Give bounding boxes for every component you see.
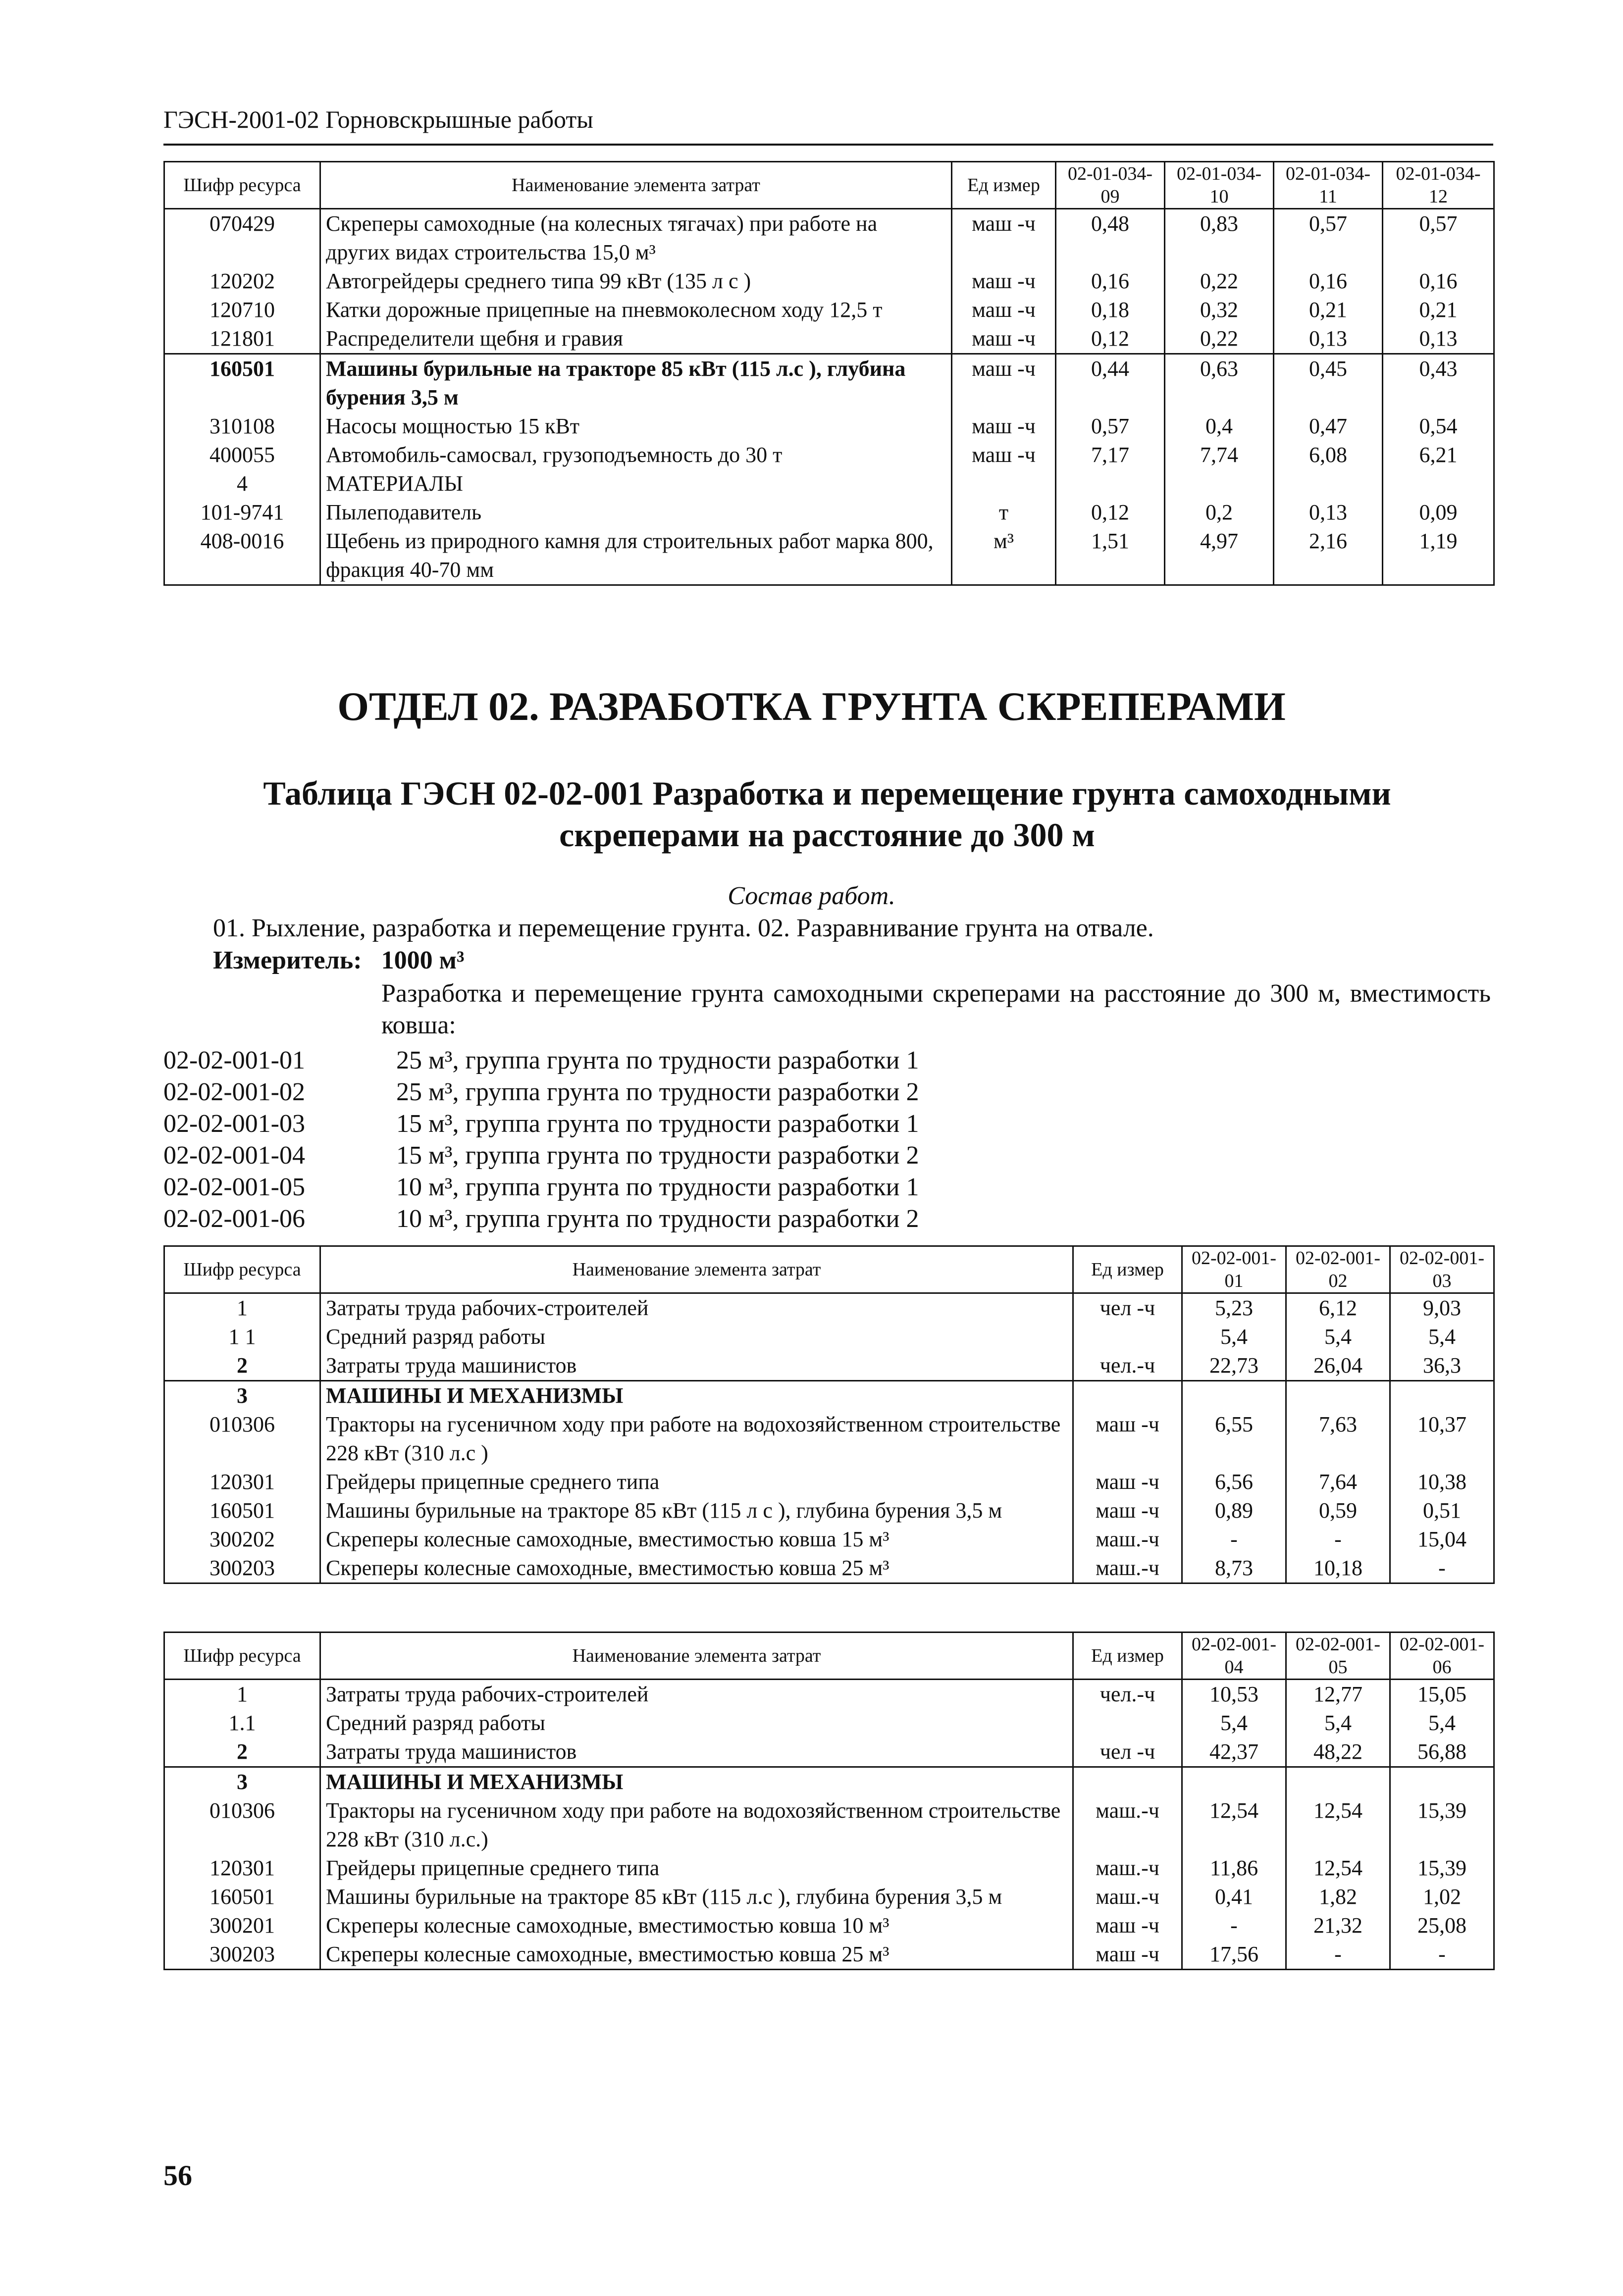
col-code-header: Шифр ресурса bbox=[164, 1246, 320, 1293]
resource-name-cell: Скреперы колесные самоходные, вместимостью ковша 25 м³ bbox=[320, 1554, 1073, 1583]
meter-line bbox=[213, 946, 465, 975]
col-norm-header: 02-01-034-11 bbox=[1274, 162, 1383, 209]
section-title: ОТДЕЛ 02. РАЗРАБОТКА ГРУНТА СКРЕПЕРАМИ bbox=[337, 684, 1286, 729]
value-cell: 4,97 bbox=[1165, 527, 1274, 585]
value-cell: - bbox=[1182, 1911, 1286, 1940]
resource-name-cell: Скреперы самоходные (на колесных тягачах) при работе на других видах строительства 15,0 м³ bbox=[320, 209, 952, 267]
works-text: 01. Рыхление, разработка и перемещение грунта. 02. Разравнивание грунта на отвале. bbox=[213, 914, 1154, 942]
resource-code-cell: 121801 bbox=[164, 324, 320, 354]
value-cell: - bbox=[1286, 1525, 1390, 1554]
unit-cell: чел -ч bbox=[1073, 1293, 1182, 1323]
value-cell: 12,54 bbox=[1286, 1854, 1390, 1883]
resource-name-cell: МАШИНЫ И МЕХАНИЗМЫ bbox=[320, 1381, 1073, 1411]
unit-cell: маш -ч bbox=[952, 324, 1056, 354]
resource-name-cell: Автомобиль-самосвал, грузоподъемность до 30 т bbox=[320, 441, 952, 469]
unit-cell: маш -ч bbox=[1073, 1496, 1182, 1525]
meter-label: Измеритель: bbox=[213, 946, 362, 974]
resource-name-cell: Распределители щебня и гравия bbox=[320, 324, 952, 354]
resource-code-cell: 310108 bbox=[164, 412, 320, 441]
value-cell: 5,4 bbox=[1182, 1323, 1286, 1351]
table-row bbox=[164, 209, 1494, 267]
value-cell: 6,12 bbox=[1286, 1293, 1390, 1323]
col-name-header: Наименование элемента затрат bbox=[320, 1633, 1073, 1680]
unit-cell: чел.-ч bbox=[1073, 1680, 1182, 1709]
resource-code-cell: 1.1 bbox=[164, 1709, 320, 1737]
value-cell: 0,57 bbox=[1056, 412, 1165, 441]
table-row bbox=[164, 1680, 1494, 1709]
value-cell: 0,22 bbox=[1165, 324, 1274, 354]
resource-code-cell: 010306 bbox=[164, 1410, 320, 1468]
resource-code-cell: 120202 bbox=[164, 267, 320, 296]
resource-name-cell: Машины бурильные на тракторе 85 кВт (115 л.с ), глубина бурения 3,5 м bbox=[320, 1883, 1073, 1911]
value-cell bbox=[1182, 1381, 1286, 1411]
col-norm-header: 02-02-001-01 bbox=[1182, 1246, 1286, 1293]
unit-cell: чел -ч bbox=[1073, 1737, 1182, 1767]
value-cell: 5,4 bbox=[1390, 1709, 1494, 1737]
value-cell: 10,37 bbox=[1390, 1410, 1494, 1468]
value-cell: 2,16 bbox=[1274, 527, 1383, 585]
resource-code-cell: 1 bbox=[164, 1680, 320, 1709]
value-cell: 5,4 bbox=[1390, 1323, 1494, 1351]
resource-name-cell: Скреперы колесные самоходные, вместимостью ковша 15 м³ bbox=[320, 1525, 1073, 1554]
value-cell bbox=[1182, 1767, 1286, 1797]
table-row bbox=[164, 267, 1494, 296]
value-cell: 10,53 bbox=[1182, 1680, 1286, 1709]
value-cell: 0,12 bbox=[1056, 498, 1165, 527]
table-row bbox=[164, 1767, 1494, 1797]
table-row bbox=[164, 1293, 1494, 1323]
value-cell: 0,13 bbox=[1274, 498, 1383, 527]
resource-code-cell: 120301 bbox=[164, 1468, 320, 1496]
value-cell: 15,39 bbox=[1390, 1854, 1494, 1883]
table-row bbox=[164, 1468, 1494, 1496]
table-row bbox=[164, 1525, 1494, 1554]
value-cell: 10,38 bbox=[1390, 1468, 1494, 1496]
table-row bbox=[164, 527, 1494, 585]
unit-cell: маш -ч bbox=[1073, 1410, 1182, 1468]
value-cell: 9,03 bbox=[1390, 1293, 1494, 1323]
value-cell: 5,4 bbox=[1286, 1323, 1390, 1351]
value-cell: 5,4 bbox=[1182, 1709, 1286, 1737]
value-cell bbox=[1056, 469, 1165, 498]
value-cell: 0,09 bbox=[1383, 498, 1494, 527]
unit-cell bbox=[1073, 1767, 1182, 1797]
resource-name-cell: Затраты труда машинистов bbox=[320, 1351, 1073, 1381]
value-cell: 11,86 bbox=[1182, 1854, 1286, 1883]
table-row bbox=[164, 354, 1494, 412]
value-cell: 0,57 bbox=[1383, 209, 1494, 267]
value-cell: 0,83 bbox=[1165, 209, 1274, 267]
resource-code-cell: 3 bbox=[164, 1381, 320, 1411]
table-row bbox=[164, 1554, 1494, 1583]
value-cell: 7,74 bbox=[1165, 441, 1274, 469]
value-cell: 5,23 bbox=[1182, 1293, 1286, 1323]
resource-name-cell: Катки дорожные прицепные на пневмоколесном ходу 12,5 т bbox=[320, 296, 952, 324]
resource-name-cell: МАТЕРИАЛЫ bbox=[320, 469, 952, 498]
value-cell: 6,08 bbox=[1274, 441, 1383, 469]
value-cell: 0,48 bbox=[1056, 209, 1165, 267]
variant-text: 10 м³, группа грунта по трудности разработки 2 bbox=[396, 1205, 919, 1233]
unit-cell: маш -ч bbox=[952, 209, 1056, 267]
col-code-header: Шифр ресурса bbox=[164, 1633, 320, 1680]
works-caption: Состав работ. bbox=[728, 882, 895, 910]
unit-cell: маш -ч bbox=[1073, 1940, 1182, 1970]
value-cell: - bbox=[1286, 1940, 1390, 1970]
value-cell: 0,4 bbox=[1165, 412, 1274, 441]
value-cell: 0,16 bbox=[1056, 267, 1165, 296]
value-cell: 17,56 bbox=[1182, 1940, 1286, 1970]
variant-item bbox=[163, 1203, 919, 1235]
value-cell bbox=[1286, 1381, 1390, 1411]
value-cell: 56,88 bbox=[1390, 1737, 1494, 1767]
value-cell: 42,37 bbox=[1182, 1737, 1286, 1767]
value-cell: 0,89 bbox=[1182, 1496, 1286, 1525]
variant-code: 02-02-001-03 bbox=[163, 1110, 305, 1138]
value-cell: 7,63 bbox=[1286, 1410, 1390, 1468]
resource-code-cell: 400055 bbox=[164, 441, 320, 469]
value-cell: 1,02 bbox=[1390, 1883, 1494, 1911]
value-cell: 7,64 bbox=[1286, 1468, 1390, 1496]
resource-name-cell: Средний разряд работы bbox=[320, 1323, 1073, 1351]
unit-cell bbox=[1073, 1709, 1182, 1737]
value-cell: 15,04 bbox=[1390, 1525, 1494, 1554]
value-cell: 0,51 bbox=[1390, 1496, 1494, 1525]
table-row bbox=[164, 441, 1494, 469]
value-cell bbox=[1274, 469, 1383, 498]
running-header: ГЭСН-2001-02 Горновскрышные работы bbox=[163, 105, 593, 133]
resource-name-cell: Средний разряд работы bbox=[320, 1709, 1073, 1737]
value-cell: 48,22 bbox=[1286, 1737, 1390, 1767]
unit-cell: маш.-ч bbox=[1073, 1554, 1182, 1583]
meter-value: 1000 м³ bbox=[381, 946, 465, 974]
resource-code-cell: 300202 bbox=[164, 1525, 320, 1554]
value-cell bbox=[1165, 469, 1274, 498]
value-cell: 0,41 bbox=[1182, 1883, 1286, 1911]
col-name-header: Наименование элемента затрат bbox=[320, 162, 952, 209]
resource-code-cell: 300203 bbox=[164, 1554, 320, 1583]
unit-cell bbox=[1073, 1323, 1182, 1351]
value-cell: 12,77 bbox=[1286, 1680, 1390, 1709]
value-cell: 8,73 bbox=[1182, 1554, 1286, 1583]
variant-text: 10 м³, группа грунта по трудности разработки 1 bbox=[396, 1173, 919, 1201]
value-cell: 0,22 bbox=[1165, 267, 1274, 296]
col-norm-header: 02-02-001-03 bbox=[1390, 1246, 1494, 1293]
resource-code-cell: 2 bbox=[164, 1351, 320, 1381]
resource-name-cell: МАШИНЫ И МЕХАНИЗМЫ bbox=[320, 1767, 1073, 1797]
value-cell: - bbox=[1390, 1554, 1494, 1583]
value-cell: 12,54 bbox=[1182, 1796, 1286, 1854]
unit-cell: маш -ч bbox=[952, 441, 1056, 469]
table-row bbox=[164, 469, 1494, 498]
table-row bbox=[164, 1381, 1494, 1411]
resource-name-cell: Автогрейдеры среднего типа 99 кВт (135 л с ) bbox=[320, 267, 952, 296]
unit-cell: т bbox=[952, 498, 1056, 527]
resource-name-cell: Тракторы на гусеничном ходу при работе на водохозяйственном строительстве 228 кВт (310 л.с.) bbox=[320, 1796, 1073, 1854]
table-row bbox=[164, 1496, 1494, 1525]
page-number: 56 bbox=[163, 2159, 192, 2192]
resource-code-cell: 4 bbox=[164, 469, 320, 498]
resource-code-cell: 010306 bbox=[164, 1796, 320, 1854]
col-norm-header: 02-01-034-12 bbox=[1383, 162, 1494, 209]
value-cell: 1,19 bbox=[1383, 527, 1494, 585]
value-cell: 36,3 bbox=[1390, 1351, 1494, 1381]
table-row bbox=[164, 296, 1494, 324]
col-norm-header: 02-01-034-09 bbox=[1056, 162, 1165, 209]
value-cell: 0,32 bbox=[1165, 296, 1274, 324]
resource-name-cell: Скреперы колесные самоходные, вместимостью ковша 25 м³ bbox=[320, 1940, 1073, 1970]
table-row bbox=[164, 498, 1494, 527]
value-cell: 7,17 bbox=[1056, 441, 1165, 469]
col-norm-header: 02-02-001-06 bbox=[1390, 1633, 1494, 1680]
variants-list bbox=[163, 1045, 919, 1235]
table-row bbox=[164, 1883, 1494, 1911]
resource-name-cell: Машины бурильные на тракторе 85 кВт (115 л с ), глубина бурения 3,5 м bbox=[320, 1496, 1073, 1525]
resource-code-cell: 3 bbox=[164, 1767, 320, 1797]
value-cell: 5,4 bbox=[1286, 1709, 1390, 1737]
resource-name-cell: Затраты труда рабочих-строителей bbox=[320, 1680, 1073, 1709]
variant-code: 02-02-001-06 bbox=[163, 1205, 305, 1233]
unit-cell bbox=[952, 469, 1056, 498]
value-cell: 0,16 bbox=[1274, 267, 1383, 296]
resource-name-cell: Затраты труда рабочих-строителей bbox=[320, 1293, 1073, 1323]
table-row bbox=[164, 1410, 1494, 1468]
resource-name-cell: Грейдеры прицепные среднего типа bbox=[320, 1468, 1073, 1496]
variant-item bbox=[163, 1108, 919, 1140]
resource-code-cell: 1 1 bbox=[164, 1323, 320, 1351]
col-norm-header: 02-02-001-05 bbox=[1286, 1633, 1390, 1680]
unit-cell: маш.-ч bbox=[1073, 1525, 1182, 1554]
value-cell: 0,63 bbox=[1165, 354, 1274, 412]
value-cell: 0,59 bbox=[1286, 1496, 1390, 1525]
value-cell: 12,54 bbox=[1286, 1796, 1390, 1854]
value-cell: 1,82 bbox=[1286, 1883, 1390, 1911]
resource-code-cell: 1 bbox=[164, 1293, 320, 1323]
resource-name-cell: Затраты труда машинистов bbox=[320, 1737, 1073, 1767]
col-norm-header: 02-02-001-04 bbox=[1182, 1633, 1286, 1680]
resource-name-cell: Скреперы колесные самоходные, вместимостью ковша 10 м³ bbox=[320, 1911, 1073, 1940]
table-row bbox=[164, 1709, 1494, 1737]
unit-cell: маш.-ч bbox=[1073, 1883, 1182, 1911]
resource-code-cell: 160501 bbox=[164, 1496, 320, 1525]
resource-name-cell: Щебень из природного камня для строительных работ марка 800, фракция 40-70 мм bbox=[320, 527, 952, 585]
unit-cell: маш -ч bbox=[952, 412, 1056, 441]
variant-code: 02-02-001-01 bbox=[163, 1046, 305, 1074]
value-cell: 0,16 bbox=[1383, 267, 1494, 296]
variant-code: 02-02-001-02 bbox=[163, 1078, 305, 1106]
value-cell: 0,43 bbox=[1383, 354, 1494, 412]
table-row bbox=[164, 1351, 1494, 1381]
table-row bbox=[164, 324, 1494, 354]
resource-name-cell: Насосы мощностью 15 кВт bbox=[320, 412, 952, 441]
table-row bbox=[164, 1854, 1494, 1883]
variant-text: 15 м³, группа грунта по трудности разработки 2 bbox=[396, 1141, 919, 1170]
resource-name-cell: Грейдеры прицепные среднего типа bbox=[320, 1854, 1073, 1883]
value-cell: 0,45 bbox=[1274, 354, 1383, 412]
value-cell: 22,73 bbox=[1182, 1351, 1286, 1381]
col-unit-header: Ед измер bbox=[1073, 1633, 1182, 1680]
variant-code: 02-02-001-05 bbox=[163, 1173, 305, 1201]
value-cell: 0,21 bbox=[1383, 296, 1494, 324]
value-cell bbox=[1286, 1767, 1390, 1797]
unit-cell: маш -ч bbox=[952, 296, 1056, 324]
col-norm-header: 02-01-034-10 bbox=[1165, 162, 1274, 209]
value-cell: 1,51 bbox=[1056, 527, 1165, 585]
col-name-header: Наименование элемента затрат bbox=[320, 1246, 1073, 1293]
intro-text: Разработка и перемещение грунта самоходными скреперами на расстояние до 300 м, вместимость ковша: bbox=[381, 979, 1491, 1039]
value-cell: 0,21 bbox=[1274, 296, 1383, 324]
value-cell: 6,55 bbox=[1182, 1410, 1286, 1468]
value-cell bbox=[1390, 1381, 1494, 1411]
value-cell: 0,57 bbox=[1274, 209, 1383, 267]
resource-code-cell: 120710 bbox=[164, 296, 320, 324]
value-cell: 0,13 bbox=[1274, 324, 1383, 354]
col-unit-header: Ед измер bbox=[1073, 1246, 1182, 1293]
unit-cell: м³ bbox=[952, 527, 1056, 585]
unit-cell: чел.-ч bbox=[1073, 1351, 1182, 1381]
value-cell: 25,08 bbox=[1390, 1911, 1494, 1940]
table-row bbox=[164, 1737, 1494, 1767]
value-cell: 0,13 bbox=[1383, 324, 1494, 354]
value-cell: 26,04 bbox=[1286, 1351, 1390, 1381]
resource-code-cell: 101-9741 bbox=[164, 498, 320, 527]
value-cell bbox=[1383, 469, 1494, 498]
value-cell: - bbox=[1182, 1525, 1286, 1554]
value-cell: 0,18 bbox=[1056, 296, 1165, 324]
unit-cell: маш -ч bbox=[1073, 1911, 1182, 1940]
col-unit-header: Ед измер bbox=[952, 162, 1056, 209]
variant-text: 15 м³, группа грунта по трудности разработки 1 bbox=[396, 1110, 919, 1138]
table-title: Таблица ГЭСН 02-02-001 Разработка и перемещение грунта самоходными скреперами на расстояние до 300 м bbox=[263, 774, 1391, 854]
resource-table-1 bbox=[163, 161, 1495, 586]
variant-code: 02-02-001-04 bbox=[163, 1141, 305, 1170]
value-cell: 0,54 bbox=[1383, 412, 1494, 441]
variant-item bbox=[163, 1076, 919, 1108]
variant-item bbox=[163, 1172, 919, 1203]
resource-name-cell: Тракторы на гусеничном ходу при работе на водохозяйственном строительстве 228 кВт (310 л.с ) bbox=[320, 1410, 1073, 1468]
value-cell: 0,47 bbox=[1274, 412, 1383, 441]
value-cell: 0,44 bbox=[1056, 354, 1165, 412]
variant-text: 25 м³, группа грунта по трудности разработки 1 bbox=[396, 1046, 919, 1074]
resource-name-cell: Машины бурильные на тракторе 85 кВт (115 л.с ), глубина бурения 3,5 м bbox=[320, 354, 952, 412]
resource-code-cell: 300203 bbox=[164, 1940, 320, 1970]
resource-code-cell: 160501 bbox=[164, 354, 320, 412]
value-cell: 21,32 bbox=[1286, 1911, 1390, 1940]
table-row bbox=[164, 1323, 1494, 1351]
value-cell: 10,18 bbox=[1286, 1554, 1390, 1583]
resource-code-cell: 070429 bbox=[164, 209, 320, 267]
table-row bbox=[164, 1911, 1494, 1940]
unit-cell: маш.-ч bbox=[1073, 1854, 1182, 1883]
resource-table-3 bbox=[163, 1632, 1495, 1970]
variant-item bbox=[163, 1045, 919, 1076]
variant-item bbox=[163, 1140, 919, 1172]
variant-text: 25 м³, группа грунта по трудности разработки 2 bbox=[396, 1078, 919, 1106]
value-cell: 0,12 bbox=[1056, 324, 1165, 354]
resource-code-cell: 120301 bbox=[164, 1854, 320, 1883]
resource-code-cell: 408-0016 bbox=[164, 527, 320, 585]
header-rule bbox=[163, 144, 1493, 146]
value-cell: 0,2 bbox=[1165, 498, 1274, 527]
unit-cell: маш -ч bbox=[952, 267, 1056, 296]
value-cell bbox=[1390, 1767, 1494, 1797]
unit-cell bbox=[1073, 1381, 1182, 1411]
unit-cell: маш.-ч bbox=[1073, 1796, 1182, 1854]
table-row bbox=[164, 1940, 1494, 1970]
col-code-header: Шифр ресурса bbox=[164, 162, 320, 209]
col-norm-header: 02-02-001-02 bbox=[1286, 1246, 1390, 1293]
value-cell: 15,05 bbox=[1390, 1680, 1494, 1709]
resource-code-cell: 160501 bbox=[164, 1883, 320, 1911]
unit-cell: маш -ч bbox=[1073, 1468, 1182, 1496]
value-cell: 6,56 bbox=[1182, 1468, 1286, 1496]
value-cell: 6,21 bbox=[1383, 441, 1494, 469]
table-row bbox=[164, 1796, 1494, 1854]
unit-cell: маш -ч bbox=[952, 354, 1056, 412]
resource-table-2 bbox=[163, 1245, 1495, 1584]
resource-code-cell: 300201 bbox=[164, 1911, 320, 1940]
table-row bbox=[164, 412, 1494, 441]
resource-name-cell: Пылеподавитель bbox=[320, 498, 952, 527]
value-cell: 15,39 bbox=[1390, 1796, 1494, 1854]
resource-code-cell: 2 bbox=[164, 1737, 320, 1767]
value-cell: - bbox=[1390, 1940, 1494, 1970]
